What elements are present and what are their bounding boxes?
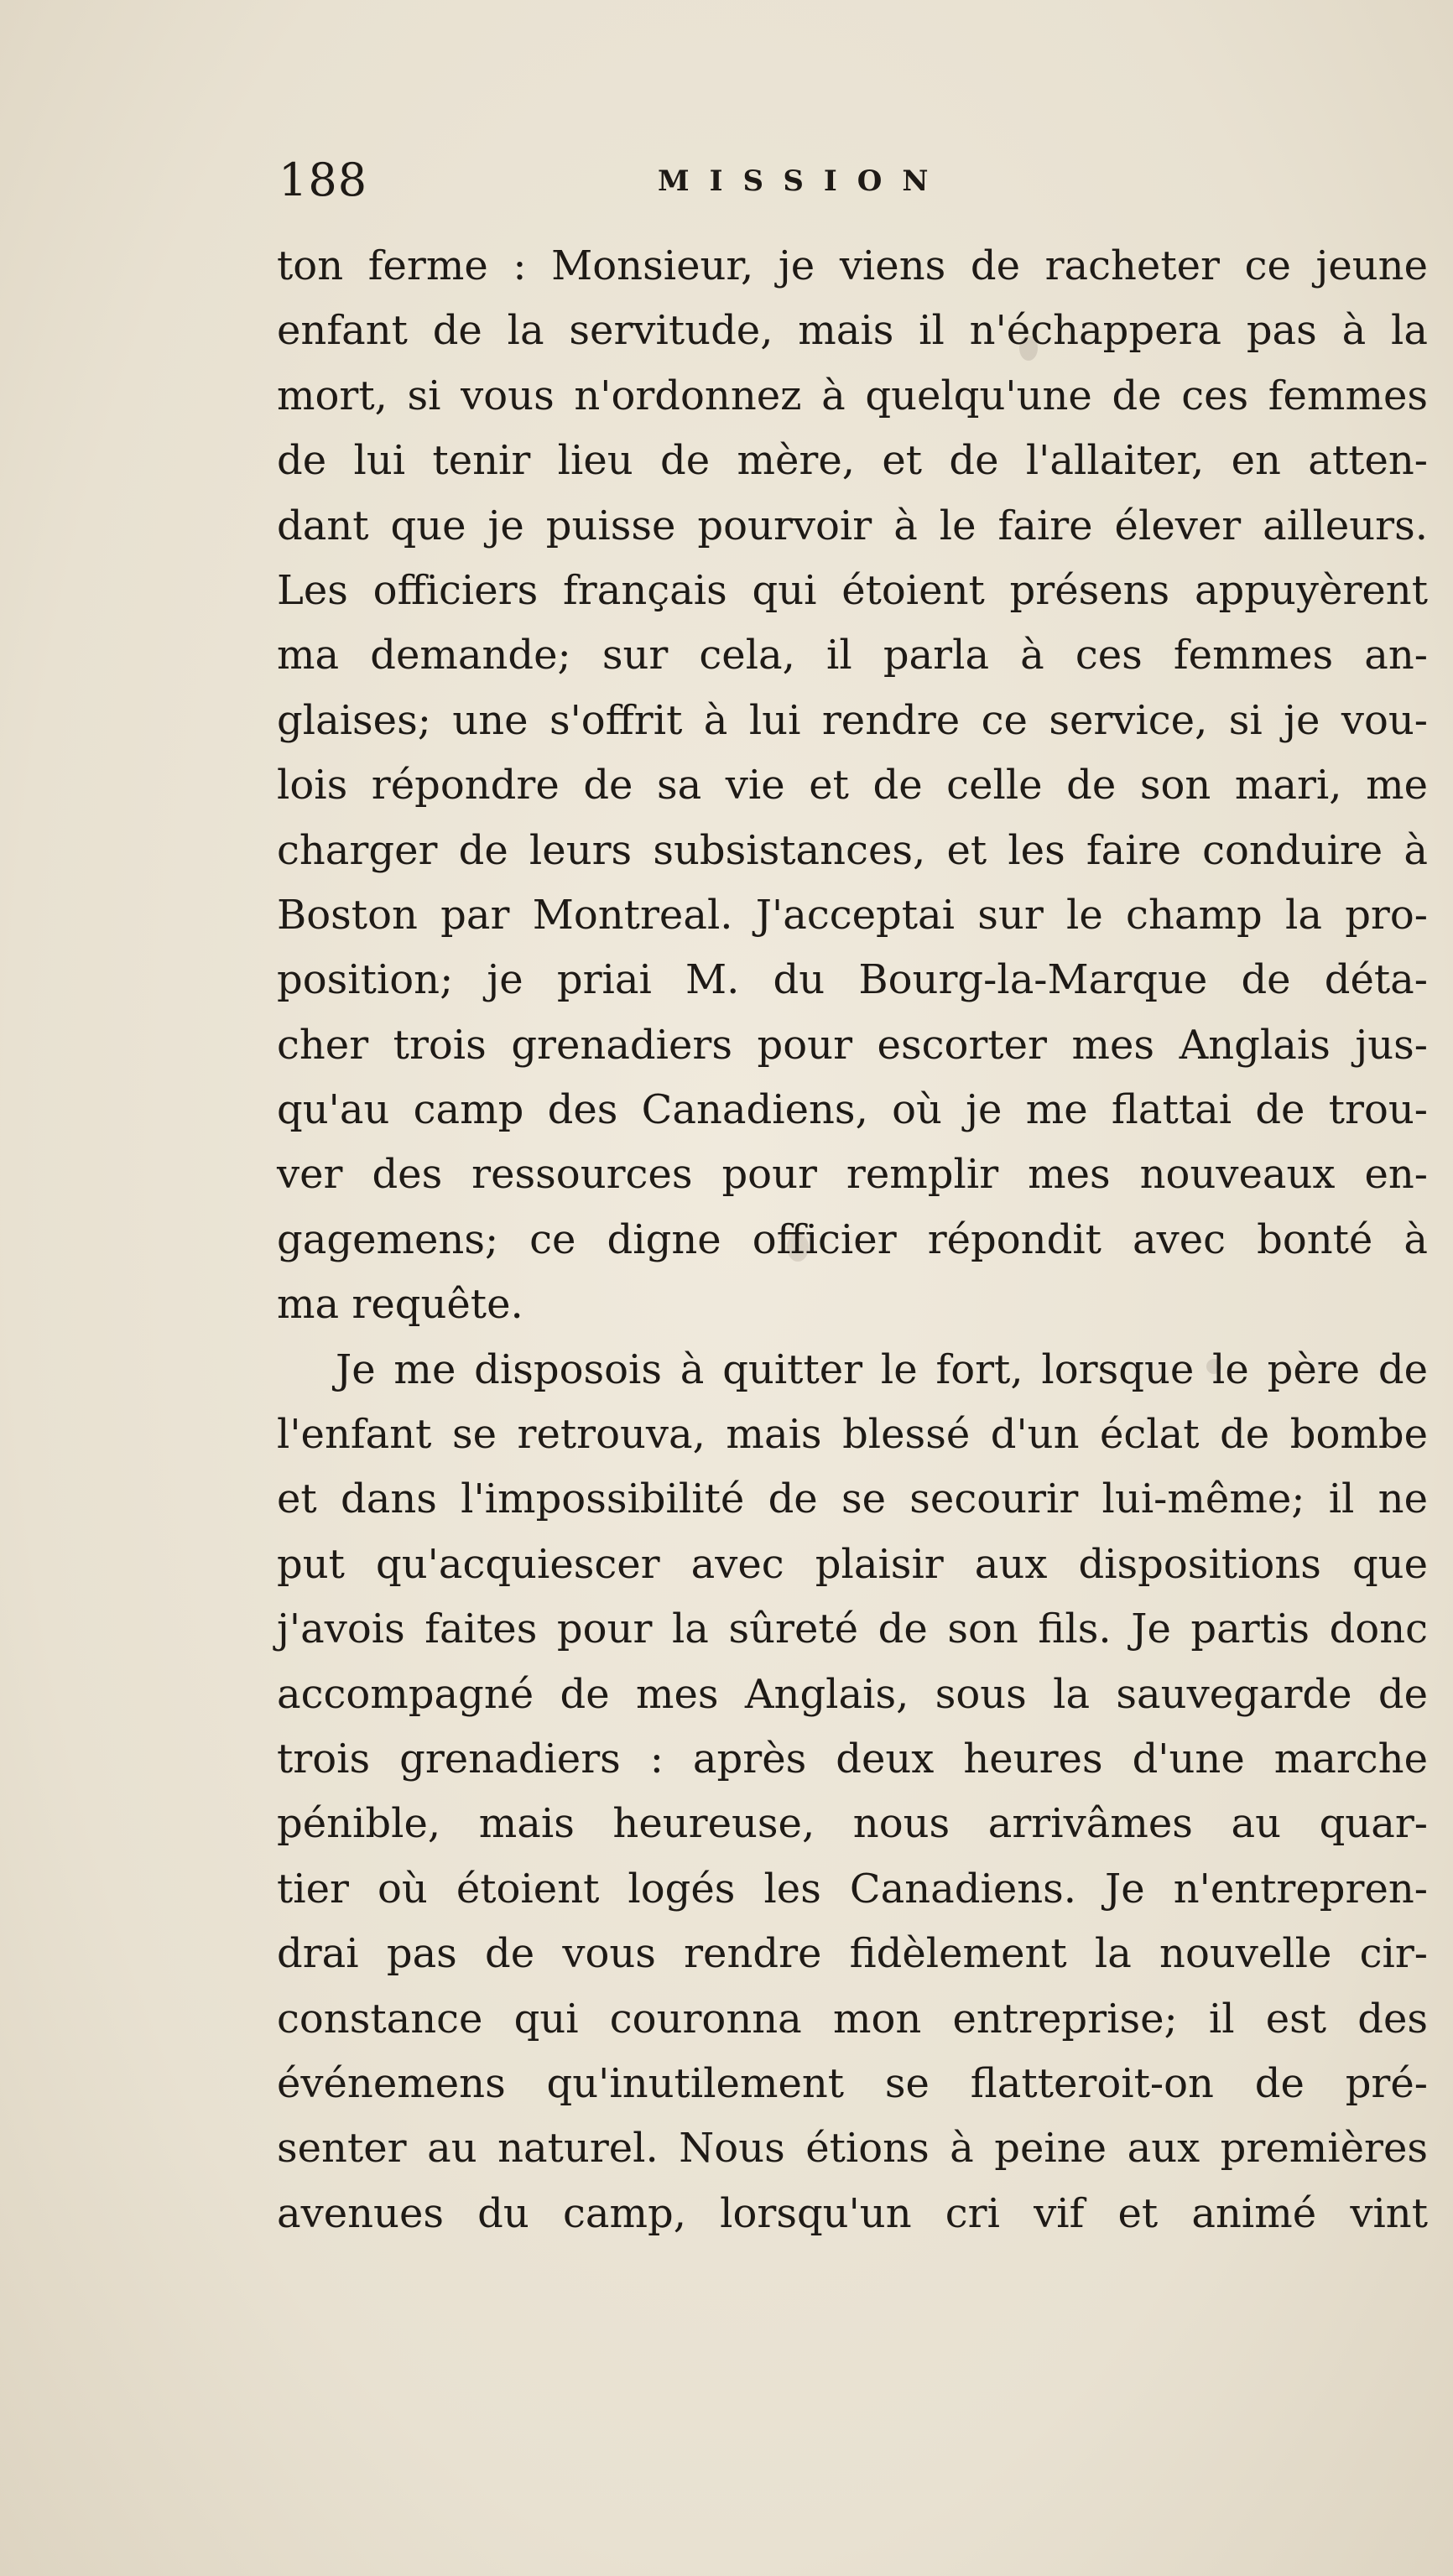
text-line: accompagné de mes Anglais, sous la sauvegarde de <box>277 1670 1428 1718</box>
paragraph-end-line: ma requête. <box>277 1281 523 1329</box>
text-line: et dans l'impossibilité de se secourir lui-même; il ne <box>277 1475 1428 1523</box>
text-line: Boston par Montreal. J'acceptai sur le champ la pro- <box>277 891 1428 939</box>
text-line: senter au naturel. Nous étions à peine aux premières <box>277 2125 1428 2173</box>
text-line: ver des ressources pour remplir mes nouveaux en- <box>277 1151 1428 1199</box>
page-header <box>279 147 1436 214</box>
text-line: événemens qu'inutilement se flatteroit-on de pré- <box>277 2059 1428 2107</box>
text-line: dant que je puisse pourvoir à le faire élever ailleurs. <box>277 502 1428 549</box>
text-line: qu'au camp des Canadiens, où je me flattai de trou- <box>277 1086 1428 1134</box>
text-line: cher trois grenadiers pour escorter mes Anglais jus- <box>277 1021 1428 1069</box>
text-line: de lui tenir lieu de mère, et de l'allaiter, en atten- <box>277 437 1428 485</box>
paragraph-start-line: Je me disposois à quitter le fort, lorsque le père de <box>336 1345 1428 1393</box>
text-line: ton ferme : Monsieur, je viens de racheter ce jeune <box>277 242 1428 289</box>
text-line: put qu'acquiescer avec plaisir aux dispositions que <box>277 1540 1428 1588</box>
text-line: lois répondre de sa vie et de celle de son mari, me <box>277 762 1428 809</box>
text-line: ma demande; sur cela, il parla à ces femmes an- <box>277 632 1428 679</box>
text-line: avenues du camp, lorsqu'un cri vif et animé vint <box>277 2189 1428 2237</box>
text-line: j'avois faites pour la sûreté de son fils. Je partis donc <box>277 1605 1428 1653</box>
text-line: Les officiers français qui étoient présens appuyèrent <box>277 566 1428 614</box>
text-line: l'enfant se retrouva, mais blessé d'un éclat de bombe <box>277 1411 1428 1459</box>
text-line: glaises; une s'offrit à lui rendre ce service, si je vou- <box>277 696 1428 744</box>
text-line: position; je priai M. du Bourg-la-Marque de déta- <box>277 956 1428 1004</box>
text-line: tier où étoient logés les Canadiens. Je n'entrepren- <box>277 1865 1428 1912</box>
text-line: enfant de la servitude, mais il n'échappera pas à la <box>277 307 1428 355</box>
running-head: MISSION <box>658 164 949 198</box>
text-line: charger de leurs subsistances, et les faire conduire à <box>277 826 1428 874</box>
text-line: gagemens; ce digne officier répondit avec bonté à <box>277 1215 1428 1263</box>
page-number: 188 <box>279 154 368 206</box>
text-line: mort, si vous n'ordonnez à quelqu'une de ces femmes <box>277 372 1428 419</box>
text-line: constance qui couronna mon entreprise; il est des <box>277 1995 1428 2043</box>
text-line: pénible, mais heureuse, nous arrivâmes au quar- <box>277 1800 1428 1848</box>
text-line: drai pas de vous rendre fidèlement la nouvelle cir- <box>277 1930 1428 1978</box>
text-line: trois grenadiers : après deux heures d'une marche <box>277 1735 1428 1782</box>
body-text <box>277 234 1428 2246</box>
